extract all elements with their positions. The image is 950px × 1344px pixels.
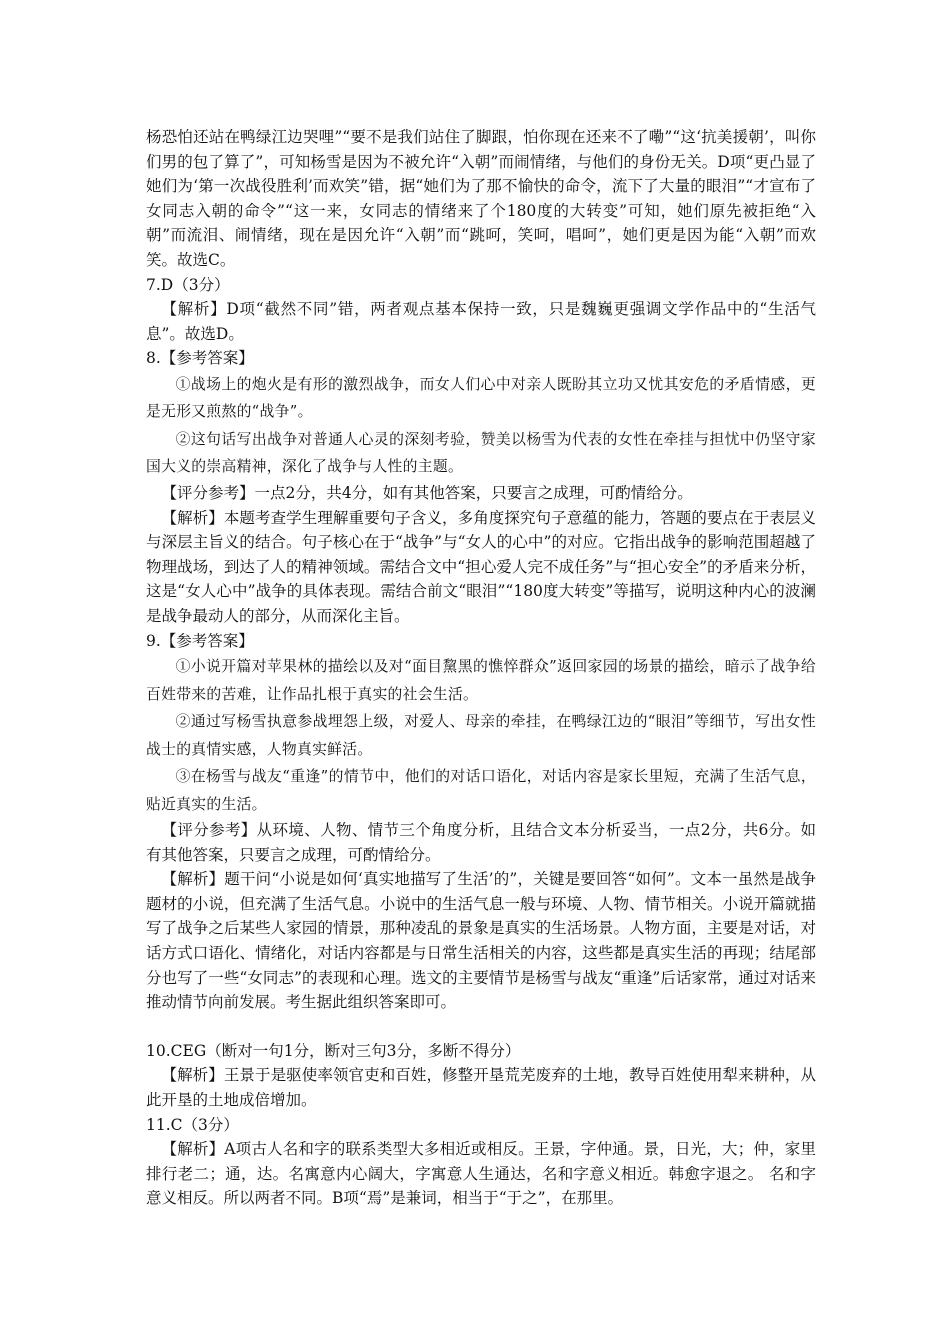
question-8-answer-1: ①战场上的炮火是有形的激烈战争，而女人们心中对亲人既盼其立功又忧其安危的矛盾情感，更是无形又煎熬的“战争”。 — [146, 375, 816, 421]
question-8-heading: 8.【参考答案】 — [146, 349, 254, 368]
question-9-answer-1: ①小说开篇对苹果林的描绘以及对“面目黧黑的憔悴群众”返回家园的场景的描绘，暗示了战争给百姓带来的苦难，让作品扎根于真实的社会生活。 — [146, 658, 816, 703]
question-9-scoring: 【评分参考】从环境、人物、情节三个角度分析，且结合文本分析妥当，一点2分，共6分。如有其他答案，只要言之成理，可酌情给分。 — [146, 821, 816, 864]
paragraph-gap — [146, 1015, 816, 1039]
question-8-scoring: 【评分参考】一点2分，共4分，如有其他答案，只要言之成理，可酌情给分。 — [161, 483, 693, 502]
question-7-analysis: 【解析】D项“截然不同”错，两者观点基本保持一致，只是魏巍更强调文学作品中的“生活气息”。故选D。 — [146, 300, 816, 343]
question-11-heading: 11.C（3分） — [146, 1115, 239, 1134]
question-9-analysis: 【解析】题干问“小说是如何‘真实地描写了生活’的”，关键是要回答“如何”。文本一虽然是战争题材的小说，但充满了生活气息。小说中的生活气息一般与环境、人物、情节相关。小说开篇就描写了战争之后某些人家园的情景，那种凌乱的景象是真实的生活场景。人物方面，主要是对话，对话方式口语化、情绪化，对话内容都是与日常生活相关的内容，这些都是真实生活的再现；结尾部分也写了一些“女同志”的表现和心理。选文的主要情节是杨雪与战友“重逢”后话家常，通过对话来推动情节向前发展。考生据此组织答案即可。 — [146, 870, 816, 1012]
answer-6-analysis-continued: 杨恐怕还站在鸭绿江边哭哩”“要不是我们站住了脚跟，怕你现在还来不了嘞”“这‘抗美援朝’，叫你们男的包了算了”，可知杨雪是因为不被允许“入朝”而闹情绪，与他们的身份无关。D项“更凸显了她们为‘第一次战役胜利’而欢笑”错，据“她们为了那不愉快的命令，流下了大量的眼泪”“才宣布了女同志入朝的命令”“这一来，女同志的情绪来了个180度的大转变”可知，她们原先被拒绝“入朝”而流泪、闹情绪，现在是因允许“入朝”而“跳呵，笑呵，唱呵”，她们更是因为能“入朝”而欢笑。故选C。 — [146, 128, 816, 269]
document-body — [146, 125, 816, 1211]
question-7-heading: 7.D（3分） — [146, 275, 230, 294]
question-9-heading: 9.【参考答案】 — [146, 631, 254, 650]
question-9-answer-2: ②通过写杨雪执意参战埋怨上级，对爱人、母亲的牵挂，在鸭绿江边的“眼泪”等细节，写出女性战士的真情实感，人物真实鲜活。 — [146, 713, 816, 758]
question-10-analysis: 【解析】王景于是驱使率领官吏和百姓，修整开垦荒芜废弃的土地，教导百姓使用犁来耕种，从此开垦的土地成倍增加。 — [146, 1066, 816, 1110]
question-11-analysis: 【解析】A项古人名和字的联系类型大多相近或相反。王景，字仲通。景，日光，大；仲，家里排行老二；通，达。名寓意内心阔大，字寓意人生通达，名和字意义相近。韩愈字退之。 名和字意义相反。所以两者不同。B项“焉”是兼词，相当于“于之”，在那里。 — [146, 1140, 816, 1208]
question-8-analysis: 【解析】本题考查学生理解重要句子含义，多角度探究句子意蕴的能力，答题的要点在于表层义与深层主旨义的结合。句子核心在于“战争”与“女人的心中”的对应。它指出战争的影响范围超越了物理战场，到达了人的精神领域。需结合文中“担心爱人完不成任务”与“担心安全”的矛盾来分析，这是“女人心中”战争的具体表现。需结合前文“眼泪”“180度大转变”等描写，说明这种内心的波澜是战争最动人的部分，从而深化主旨。 — [146, 508, 816, 625]
question-8-answer-2: ②这句话写出战争对普通人心灵的深刻考验，赞美以杨雪为代表的女性在牵挂与担忧中仍坚守家国大义的崇高精神，深化了战争与人性的主题。 — [146, 430, 816, 476]
question-9-answer-3: ③在杨雪与战友“重逢”的情节中，他们的对话口语化，对话内容是家长里短，充满了生活气息，贴近真实的生活。 — [146, 768, 816, 813]
question-10-heading: 10.CEG（断对一句1分，断对三句3分，多断不得分） — [146, 1041, 521, 1060]
